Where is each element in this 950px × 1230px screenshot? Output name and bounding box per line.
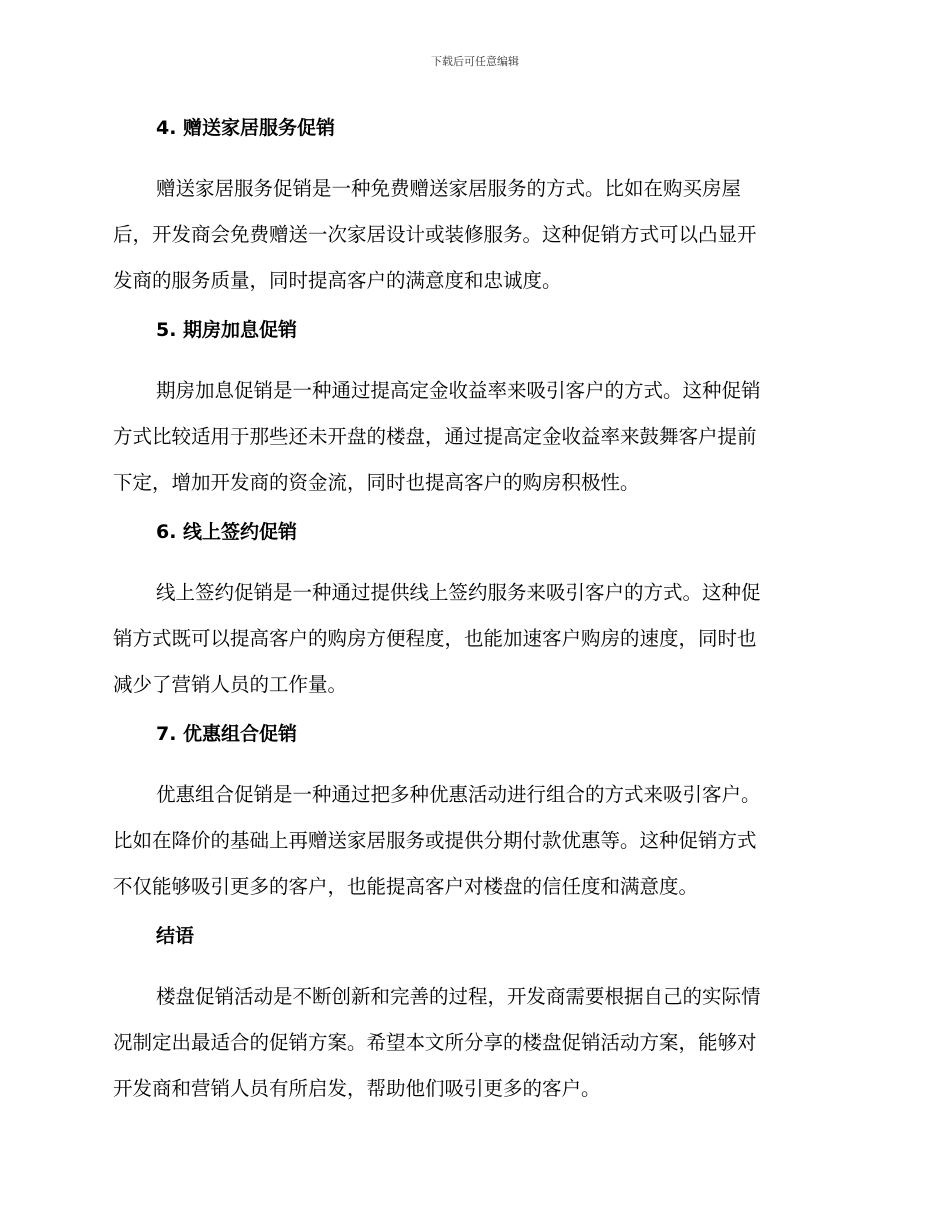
- conclusion-heading: 结语: [156, 925, 195, 947]
- section-paragraph-4: [113, 166, 835, 304]
- paragraph-line: 后，开发商会免费赠送一次家居设计或装修服务。这种促销方式可以凸显开: [113, 223, 757, 246]
- paragraph-line: 发商的服务质量，同时提高客户的满意度和忠诚度。: [113, 269, 562, 292]
- paragraph-line: 优惠组合促销是一种通过把多种优惠活动进行组合的方式来吸引客户。: [156, 783, 761, 806]
- paragraph-line: 下定，增加开发商的资金流，同时也提高客户的购房积极性。: [113, 471, 640, 494]
- section-heading-7: 7. 优惠组合促销: [156, 723, 298, 745]
- paragraph-line: 比如在降价的基础上再赠送家居服务或提供分期付款优惠等。这种促销方式: [113, 829, 757, 852]
- paragraph-line: 线上签约促销是一种通过提供线上签约服务来吸引客户的方式。这种促: [156, 581, 761, 604]
- paragraph-line: 楼盘促销活动是不断创新和完善的过程，开发商需要根据自己的实际情: [156, 985, 761, 1008]
- section-paragraph-7: [113, 772, 835, 910]
- conclusion-paragraph: [113, 974, 835, 1112]
- paragraph-line: 况制定出最适合的促销方案。希望本文所分享的楼盘促销活动方案，能够对: [113, 1031, 757, 1054]
- section-heading-4: 4. 赠送家居服务促销: [156, 117, 336, 139]
- paragraph-line: 方式比较适用于那些还未开盘的楼盘，通过提高定金收益率来鼓舞客户提前: [113, 425, 757, 448]
- section-paragraph-5: [113, 368, 835, 506]
- section-heading-6: 6. 线上签约促销: [156, 521, 298, 543]
- page-header: 下载后可任意编辑: [431, 55, 519, 68]
- paragraph-line: 不仅能够吸引更多的客户，也能提高客户对楼盘的信任度和满意度。: [113, 875, 699, 898]
- paragraph-line: 开发商和营销人员有所启发，帮助他们吸引更多的客户。: [113, 1077, 601, 1100]
- section-paragraph-6: [113, 570, 835, 708]
- paragraph-line: 销方式既可以提高客户的购房方便程度，也能加速客户购房的速度，同时也: [113, 627, 757, 650]
- paragraph-line: 期房加息促销是一种通过提高定金收益率来吸引客户的方式。这种促销: [156, 379, 761, 402]
- document-body: [113, 112, 835, 1122]
- paragraph-line: 赠送家居服务促销是一种免费赠送家居服务的方式。比如在购买房屋: [156, 177, 742, 200]
- section-heading-5: 5. 期房加息促销: [156, 319, 298, 341]
- paragraph-line: 减少了营销人员的工作量。: [113, 673, 348, 696]
